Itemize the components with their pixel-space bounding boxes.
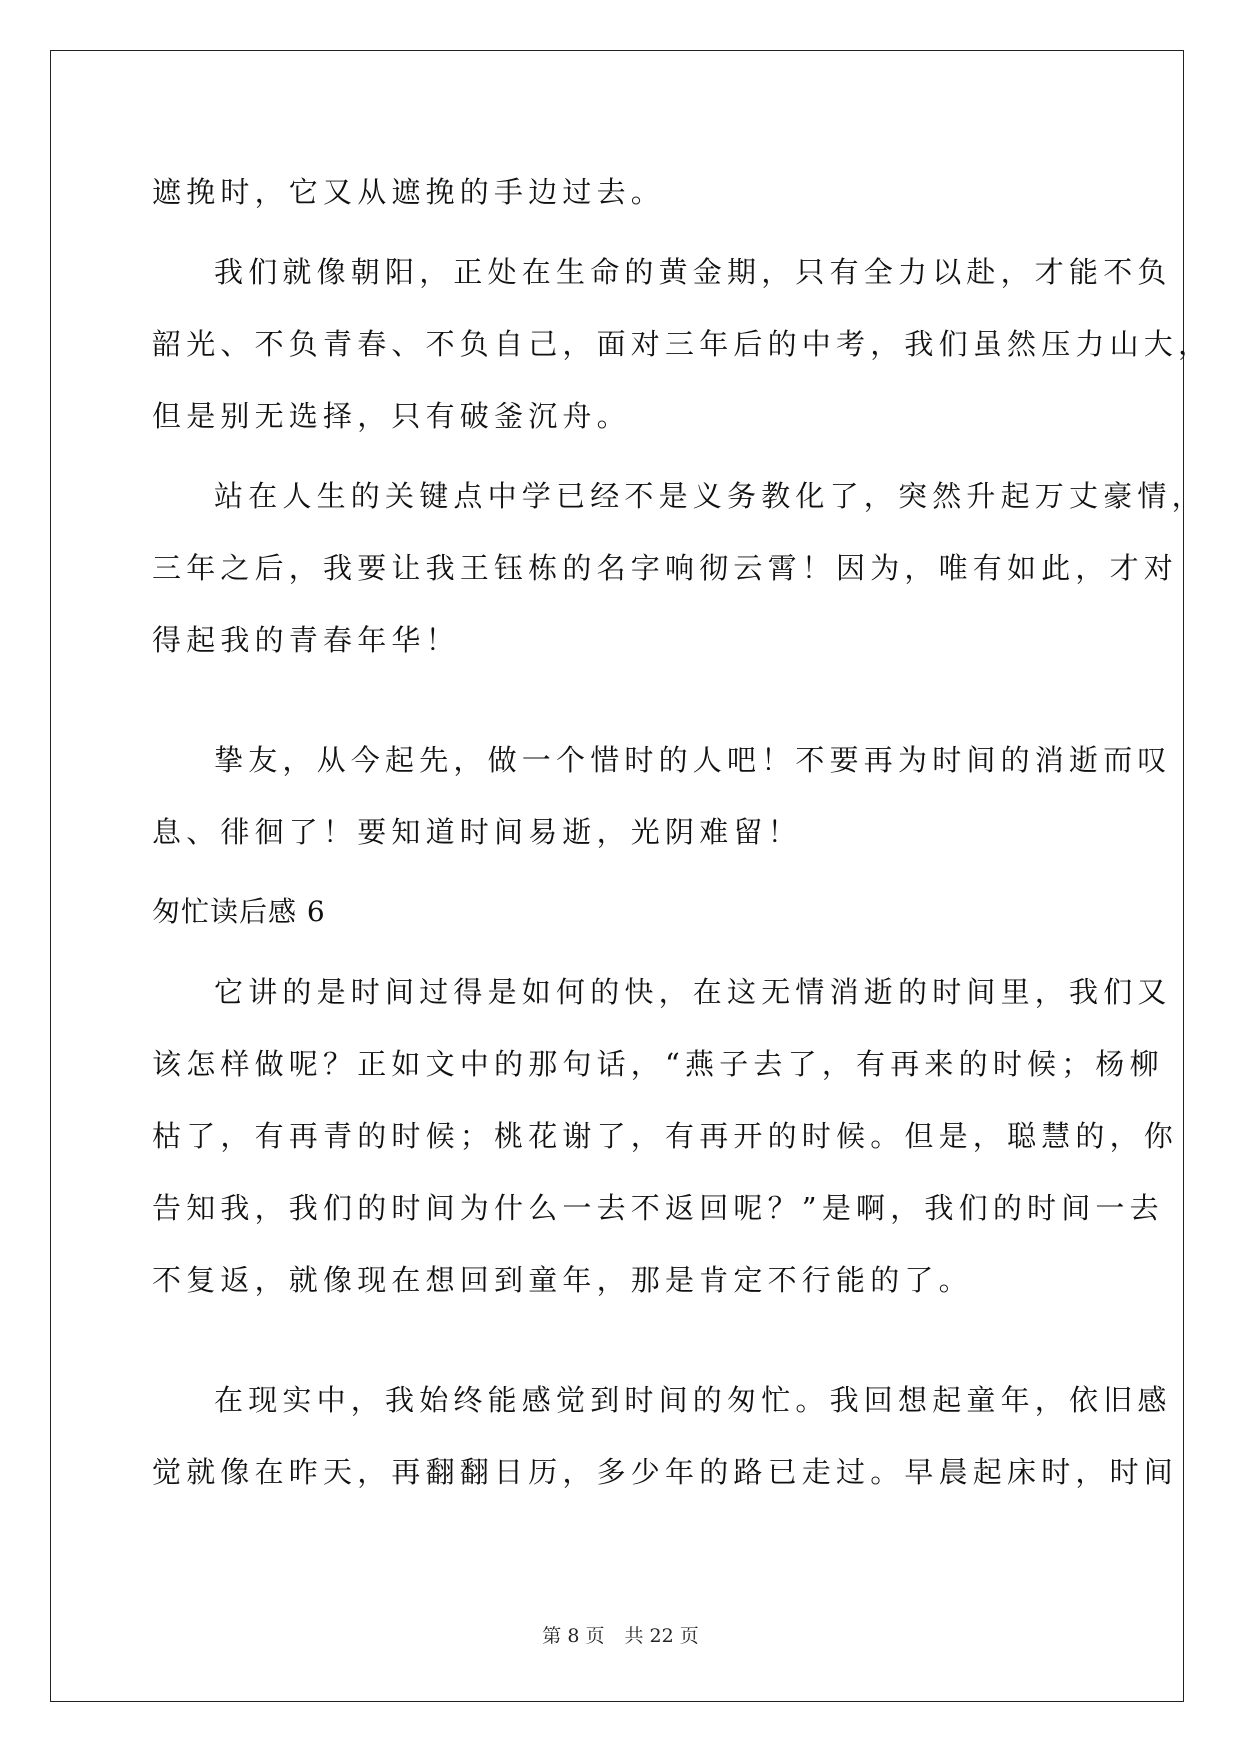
body-line: 息、徘徊了！要知道时间易逝，光阴难留！ [152, 815, 802, 849]
body-line: 我们就像朝阳，正处在生命的黄金期，只有全力以赴，才能不负 [214, 255, 1172, 289]
body-line: 它讲的是时间过得是如何的快，在这无情消逝的时间里，我们又 [214, 975, 1172, 1009]
body-line: 枯了，有再青的时候；桃花谢了，有再开的时候。但是，聪慧的，你 [152, 1119, 1179, 1153]
section-heading: 匆忙读后感 6 [152, 895, 326, 928]
body-line: 韶光、不负青春、不负自己，面对三年后的中考，我们虽然压力山大， [152, 327, 1213, 361]
body-line: 在现实中，我始终能感觉到时间的匆忙。我回想起童年，依旧感 [214, 1383, 1172, 1417]
body-line: 但是别无选择，只有破釜沉舟。 [152, 399, 631, 433]
body-line: 告知我，我们的时间为什么一去不返回呢？”是啊，我们的时间一去 [152, 1191, 1164, 1225]
body-line: 遮挽时，它又从遮挽的手边过去。 [152, 175, 666, 209]
page-total: 共 22 页 [624, 1625, 699, 1647]
body-line: 得起我的青春年华！ [152, 623, 460, 657]
body-line: 挚友，从今起先，做一个惜时的人吧！不要再为时间的消逝而叹 [214, 743, 1172, 777]
body-line: 不复返，就像现在想回到童年，那是肯定不行能的了。 [152, 1263, 973, 1297]
page-footer [0, 1624, 1241, 1648]
body-line: 该怎样做呢？正如文中的那句话，“燕子去了，有再来的时候；杨柳 [152, 1047, 1164, 1081]
body-line: 站在人生的关键点中学已经不是义务教化了，突然升起万丈豪情， [214, 479, 1206, 513]
body-line: 觉就像在昨天，再翻翻日历，多少年的路已走过。早晨起床时，时间 [152, 1455, 1179, 1489]
page-number: 第 8 页 [542, 1625, 605, 1647]
body-line: 三年之后，我要让我王钰栋的名字响彻云霄！因为，唯有如此，才对 [152, 551, 1179, 585]
